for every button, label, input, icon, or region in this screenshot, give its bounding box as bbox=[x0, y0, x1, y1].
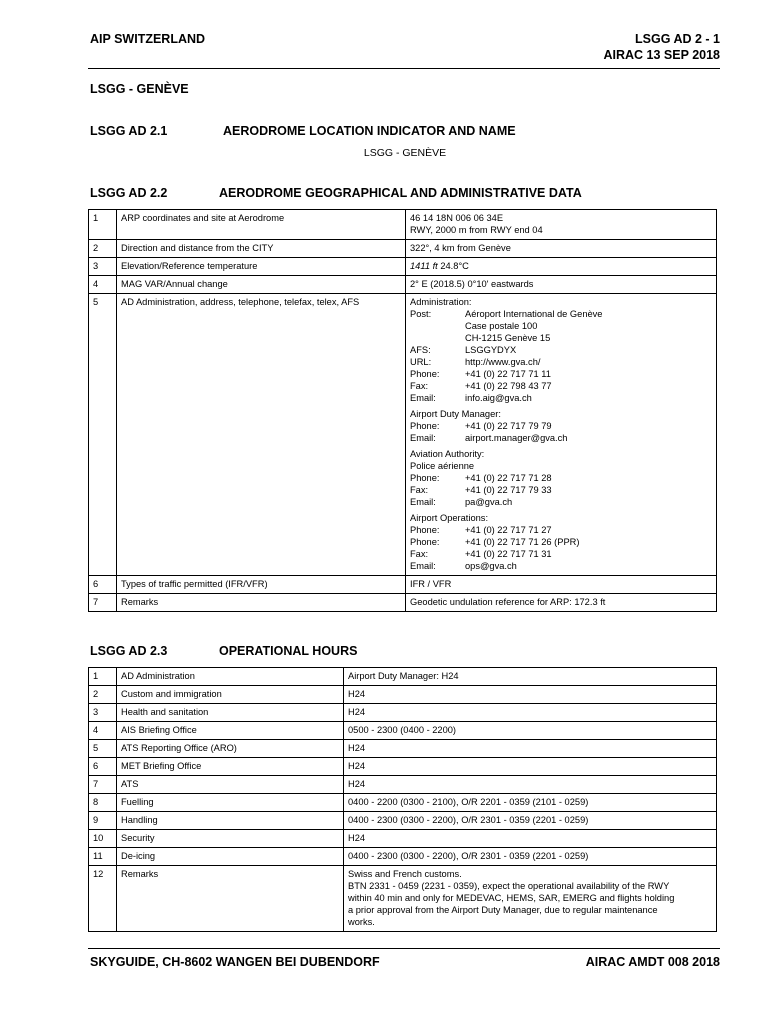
phone-label: Phone: bbox=[410, 537, 440, 547]
row-label: Fuelling bbox=[117, 794, 344, 812]
post-line2: Case postale 100 bbox=[465, 321, 538, 331]
row-value: IFR / VFR bbox=[406, 576, 717, 594]
table-row bbox=[89, 668, 717, 686]
row-label: Health and sanitation bbox=[117, 704, 344, 722]
row-value: H24 bbox=[344, 740, 717, 758]
fax-value: +41 (0) 22 798 43 77 bbox=[465, 381, 552, 391]
post-line1: Aéroport International de Genève bbox=[465, 309, 603, 319]
row-number: 1 bbox=[89, 668, 117, 686]
administration-heading: Administration: bbox=[410, 297, 472, 307]
row-value: H24 bbox=[344, 686, 717, 704]
url-value: http://www.gva.ch/ bbox=[465, 357, 541, 367]
email-label: Email: bbox=[410, 497, 436, 507]
police-line: Police aérienne bbox=[410, 461, 475, 471]
row-value: 2° E (2018.5) 0°10' eastwards bbox=[406, 276, 717, 294]
row-value: 0400 - 2300 (0300 - 2200), O/R 2301 - 0359 (2201 - 0259) bbox=[344, 848, 717, 866]
row-label: ATS Reporting Office (ARO) bbox=[117, 740, 344, 758]
row-value: 0400 - 2200 (0300 - 2100), O/R 2201 - 0359 (2101 - 0259) bbox=[344, 794, 717, 812]
remarks-line: Swiss and French customs. bbox=[348, 869, 462, 879]
table-row bbox=[89, 294, 717, 576]
table-row bbox=[89, 812, 717, 830]
table-row bbox=[89, 794, 717, 812]
row-value: 0500 - 2300 (0400 - 2200) bbox=[344, 722, 717, 740]
duty-phone: +41 (0) 22 717 79 79 bbox=[465, 421, 552, 431]
remarks-line: BTN 2331 - 0459 (2231 - 0359), expect the operational availability of the RWY bbox=[348, 881, 670, 891]
row-value bbox=[406, 258, 717, 276]
phone-label: Phone: bbox=[410, 473, 440, 483]
row-label: Custom and immigration bbox=[117, 686, 344, 704]
ops-email: ops@gva.ch bbox=[465, 561, 517, 571]
row-label: Elevation/Reference temperature bbox=[117, 258, 406, 276]
row-label: ATS bbox=[117, 776, 344, 794]
phone-label: Phone: bbox=[410, 369, 440, 379]
row-label: ARP coordinates and site at Aerodrome bbox=[117, 210, 406, 240]
row-number: 12 bbox=[89, 866, 117, 932]
operations-heading: Airport Operations: bbox=[410, 513, 489, 523]
table-row bbox=[89, 722, 717, 740]
row-label: Remarks bbox=[117, 866, 344, 932]
section-21-number: LSGG AD 2.1 bbox=[90, 124, 168, 138]
arp-site: RWY, 2000 m from RWY end 04 bbox=[410, 225, 543, 235]
footer-right: AIRAC AMDT 008 2018 bbox=[585, 955, 720, 969]
remarks-line: within 40 min and only for MEDEVAC, HEMS, SAR, EMERG and flights holding bbox=[348, 893, 675, 903]
geo-admin-table bbox=[88, 209, 717, 612]
row-label: AIS Briefing Office bbox=[117, 722, 344, 740]
row-label: Remarks bbox=[117, 594, 406, 612]
row-label: AD Administration bbox=[117, 668, 344, 686]
row-value: 0400 - 2300 (0300 - 2200), O/R 2301 - 0359 (2201 - 0259) bbox=[344, 812, 717, 830]
row-number: 5 bbox=[89, 294, 117, 576]
row-number: 11 bbox=[89, 848, 117, 866]
email-label: Email: bbox=[410, 433, 436, 443]
aviation-authority-block bbox=[410, 448, 712, 508]
row-label: Direction and distance from the CITY bbox=[117, 240, 406, 258]
section-21-heading bbox=[90, 124, 516, 138]
row-number: 4 bbox=[89, 276, 117, 294]
aviation-authority-heading: Aviation Authority: bbox=[410, 449, 485, 459]
section-21-value: LSGG - GENÈVE bbox=[363, 147, 447, 159]
section-23-number: LSGG AD 2.3 bbox=[90, 644, 168, 658]
row-label: Types of traffic permitted (IFR/VFR) bbox=[117, 576, 406, 594]
table-row bbox=[89, 848, 717, 866]
aviation-email: pa@gva.ch bbox=[465, 497, 513, 507]
afs-label: AFS: bbox=[410, 345, 431, 355]
row-number: 6 bbox=[89, 576, 117, 594]
table-row bbox=[89, 740, 717, 758]
row-label: MET Briefing Office bbox=[117, 758, 344, 776]
reference-temperature: 24.8°C bbox=[440, 261, 469, 271]
operations-block bbox=[410, 512, 712, 572]
row-value: Airport Duty Manager: H24 bbox=[344, 668, 717, 686]
row-number: 10 bbox=[89, 830, 117, 848]
aviation-fax: +41 (0) 22 717 79 33 bbox=[465, 485, 552, 495]
table-row bbox=[89, 686, 717, 704]
row-number: 2 bbox=[89, 686, 117, 704]
row-number: 8 bbox=[89, 794, 117, 812]
footer-rule bbox=[88, 948, 720, 949]
row-label: Security bbox=[117, 830, 344, 848]
remarks-line: works. bbox=[348, 917, 375, 927]
row-value: H24 bbox=[344, 830, 717, 848]
header-page-ref: LSGG AD 2 - 1 bbox=[635, 32, 720, 46]
section-22-number: LSGG AD 2.2 bbox=[90, 186, 168, 200]
ops-phone1: +41 (0) 22 717 71 27 bbox=[465, 525, 552, 535]
table-row bbox=[89, 576, 717, 594]
table-row bbox=[89, 866, 717, 932]
footer-left: SKYGUIDE, CH-8602 WANGEN BEI DUBENDORF bbox=[90, 955, 380, 969]
post-label: Post: bbox=[410, 309, 432, 319]
row-value: Geodetic undulation reference for ARP: 172.3 ft bbox=[406, 594, 717, 612]
row-value bbox=[406, 210, 717, 240]
section-23-title: OPERATIONAL HOURS bbox=[219, 644, 358, 658]
post-line3: CH-1215 Genève 15 bbox=[465, 333, 551, 343]
remarks-line: a prior approval from the Airport Duty Manager, due to regular maintenance bbox=[348, 905, 658, 915]
table-row bbox=[89, 210, 717, 240]
email-value: info.aig@gva.ch bbox=[465, 393, 532, 403]
duty-manager-heading: Airport Duty Manager: bbox=[410, 409, 501, 419]
table-row bbox=[89, 258, 717, 276]
section-23-heading bbox=[90, 644, 357, 658]
row-label: Handling bbox=[117, 812, 344, 830]
fax-label: Fax: bbox=[410, 549, 429, 559]
row-number: 7 bbox=[89, 776, 117, 794]
row-value: H24 bbox=[344, 776, 717, 794]
page-title: LSGG - GENÈVE bbox=[90, 82, 189, 96]
duty-manager-block bbox=[410, 408, 712, 444]
operational-hours-table bbox=[88, 667, 717, 932]
row-number: 1 bbox=[89, 210, 117, 240]
table-row bbox=[89, 758, 717, 776]
table-row bbox=[89, 830, 717, 848]
table-row bbox=[89, 240, 717, 258]
ops-fax: +41 (0) 22 717 71 31 bbox=[465, 549, 552, 559]
row-number: 5 bbox=[89, 740, 117, 758]
row-value: H24 bbox=[344, 704, 717, 722]
ops-phone2: +41 (0) 22 717 71 26 (PPR) bbox=[465, 537, 580, 547]
header-airac-date: AIRAC 13 SEP 2018 bbox=[603, 48, 720, 62]
phone-value: +41 (0) 22 717 71 11 bbox=[465, 369, 551, 379]
header-rule bbox=[88, 68, 720, 69]
header-right bbox=[604, 31, 721, 63]
section-22-heading bbox=[90, 186, 582, 200]
table-row bbox=[89, 276, 717, 294]
duty-email: airport.manager@gva.ch bbox=[465, 433, 568, 443]
row-number: 4 bbox=[89, 722, 117, 740]
email-label: Email: bbox=[410, 393, 436, 403]
row-label: AD Administration, address, telephone, telefax, telex, AFS bbox=[117, 294, 406, 576]
row-number: 9 bbox=[89, 812, 117, 830]
row-value: H24 bbox=[344, 758, 717, 776]
row-number: 3 bbox=[89, 258, 117, 276]
email-label: Email: bbox=[410, 561, 436, 571]
row-number: 2 bbox=[89, 240, 117, 258]
fax-label: Fax: bbox=[410, 485, 429, 495]
table-row bbox=[89, 704, 717, 722]
phone-label: Phone: bbox=[410, 525, 440, 535]
elevation-value: 1411 ft bbox=[410, 261, 438, 271]
arp-coordinates: 46 14 18N 006 06 34E bbox=[410, 213, 504, 223]
remarks-value bbox=[344, 866, 717, 932]
row-label: De-icing bbox=[117, 848, 344, 866]
afs-value: LSGGYDYX bbox=[465, 345, 517, 355]
row-number: 6 bbox=[89, 758, 117, 776]
administration-block bbox=[410, 296, 712, 404]
table-row bbox=[89, 776, 717, 794]
phone-label: Phone: bbox=[410, 421, 440, 431]
row-number: 7 bbox=[89, 594, 117, 612]
admin-contact-block bbox=[406, 294, 717, 576]
url-label: URL: bbox=[410, 357, 432, 367]
row-label: MAG VAR/Annual change bbox=[117, 276, 406, 294]
section-22-title: AERODROME GEOGRAPHICAL AND ADMINISTRATIVE DATA bbox=[219, 186, 582, 200]
row-number: 3 bbox=[89, 704, 117, 722]
header-left: AIP SWITZERLAND bbox=[90, 32, 206, 46]
row-value: 322°, 4 km from Genève bbox=[406, 240, 717, 258]
table-row bbox=[89, 594, 717, 612]
aviation-phone: +41 (0) 22 717 71 28 bbox=[465, 473, 552, 483]
fax-label: Fax: bbox=[410, 381, 429, 391]
section-21-title: AERODROME LOCATION INDICATOR AND NAME bbox=[223, 124, 516, 138]
